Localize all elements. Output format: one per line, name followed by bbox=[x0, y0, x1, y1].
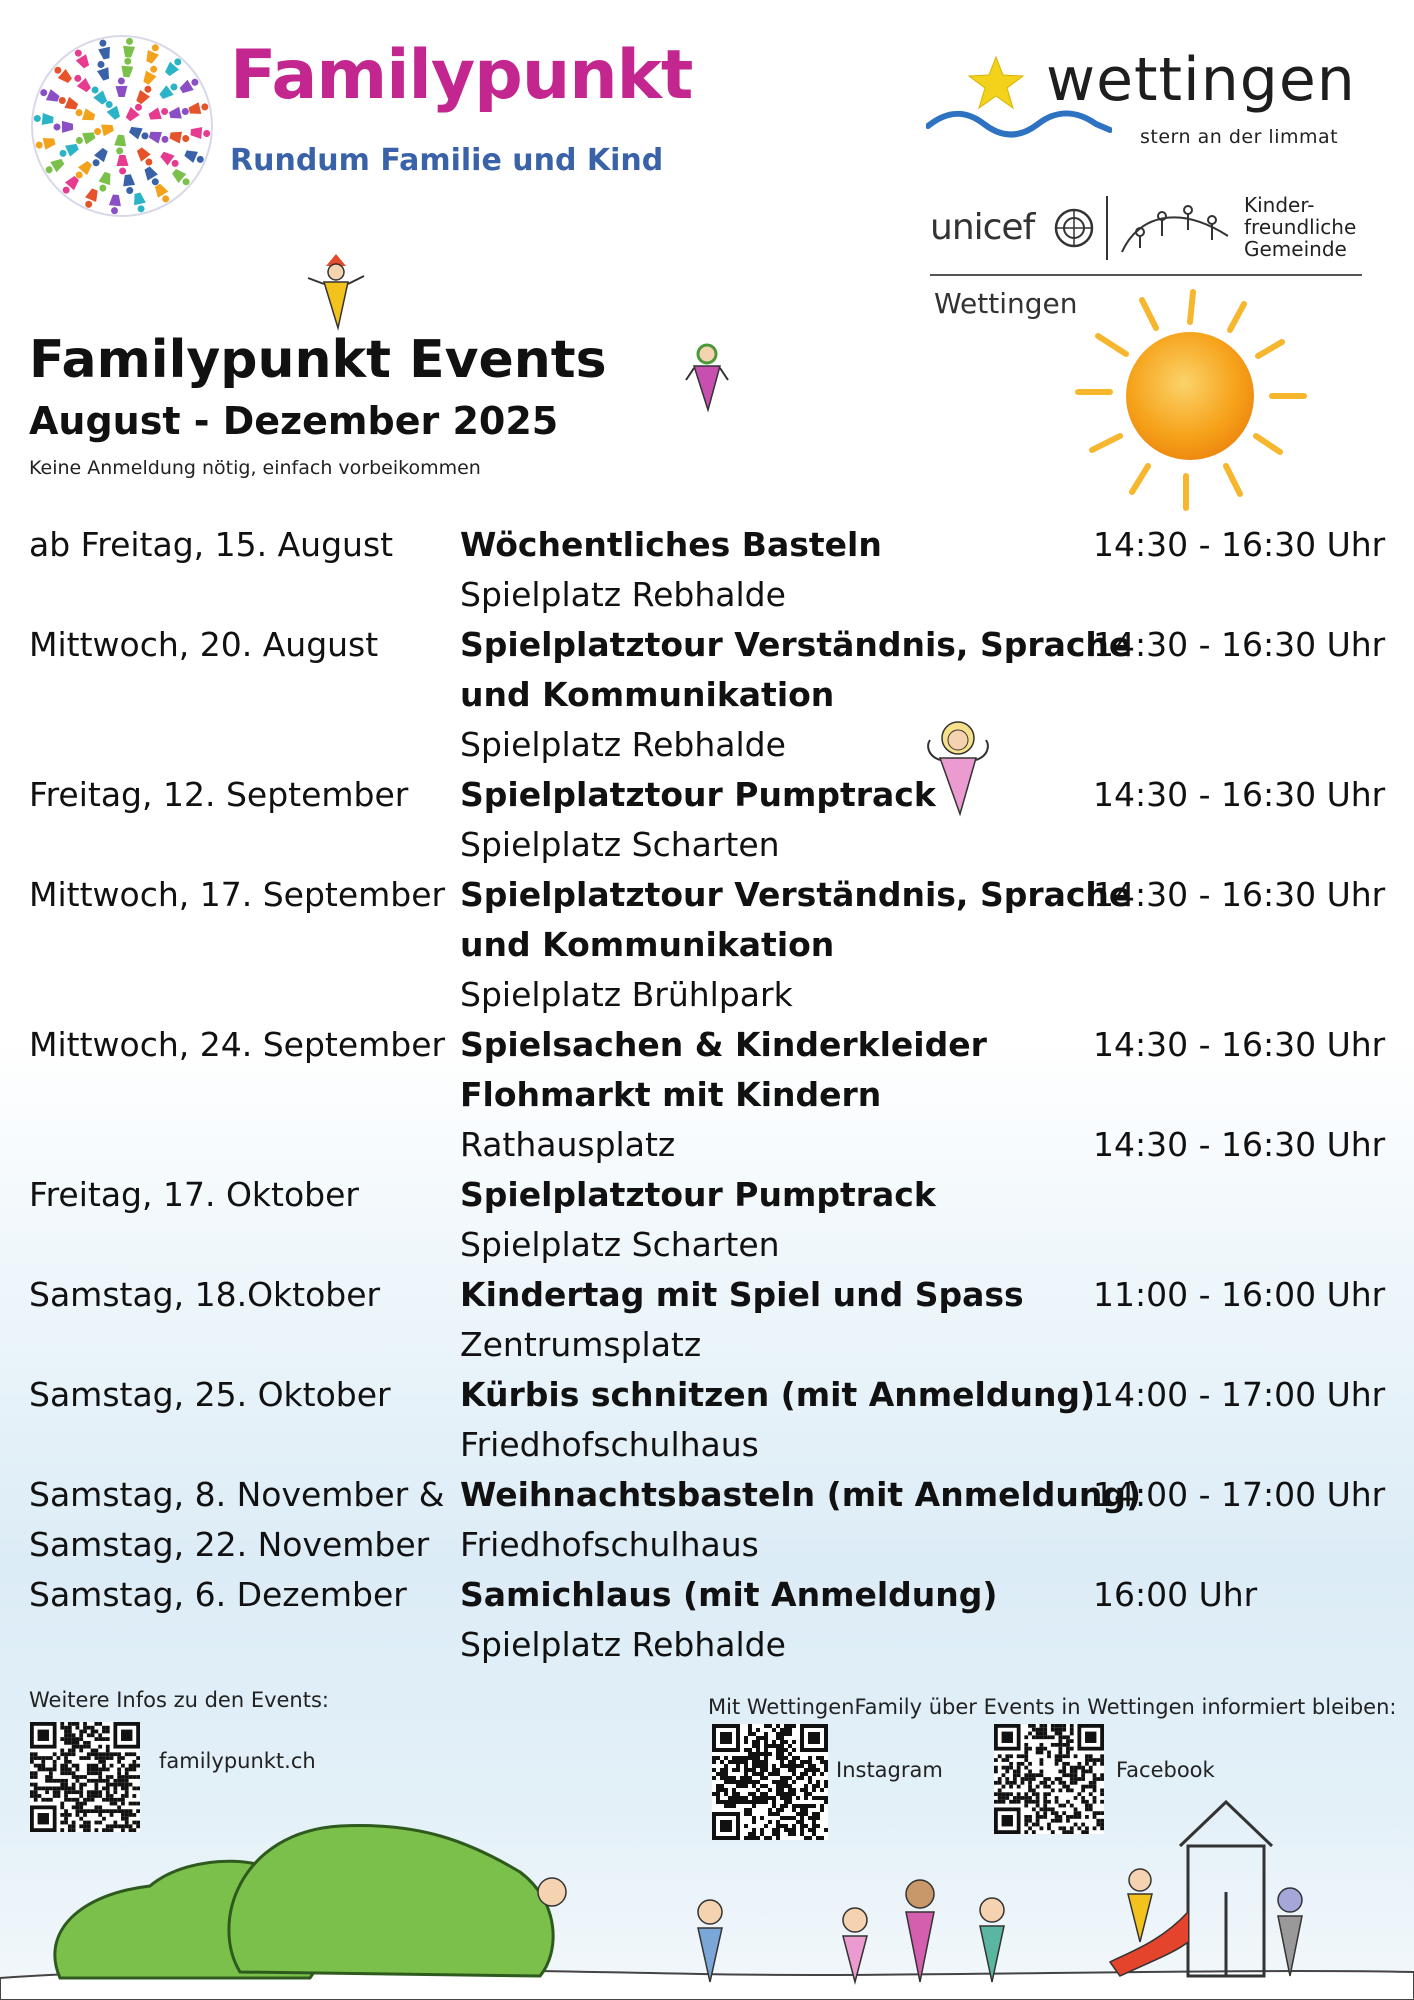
event-date: ab Freitag, 15. August bbox=[29, 525, 394, 564]
page-title: Familypunkt Events bbox=[29, 330, 607, 390]
event-title: Kindertag mit Spiel und Spass bbox=[460, 1275, 1024, 1314]
event-title: Spielsachen & Kinderkleider Flohmarkt mit Kindern bbox=[460, 1025, 987, 1114]
event-time: 14:30 - 16:30 Uhr bbox=[1093, 1025, 1386, 1064]
event-time: 16:00 Uhr bbox=[1093, 1575, 1258, 1614]
kfg-line-1: Kinder- bbox=[1244, 193, 1315, 217]
event-title: Spielplatztour Verständnis, Sprache und Kommunikation bbox=[460, 875, 1132, 964]
event-date: Samstag, 8. November & Samstag, 22. November bbox=[29, 1475, 445, 1564]
event-time: 11:00 - 16:00 Uhr bbox=[1093, 1275, 1386, 1314]
page-note: Keine Anmeldung nötig, einfach vorbeikommen bbox=[29, 457, 481, 479]
event-title: Weihnachtsbasteln (mit Anmeldung) bbox=[460, 1475, 1142, 1514]
event-title: Samichlaus (mit Anmeldung) bbox=[460, 1575, 998, 1614]
event-date: Samstag, 25. Oktober bbox=[29, 1375, 391, 1414]
event-date: Freitag, 12. September bbox=[29, 775, 409, 814]
page-subtitle: August - Dezember 2025 bbox=[29, 399, 559, 443]
instagram-label[interactable]: Instagram bbox=[836, 1758, 943, 1782]
event-title: Wöchentliches Basteln bbox=[460, 525, 882, 564]
familypunkt-brand-name: Familypunkt bbox=[230, 36, 693, 115]
event-title: Spielplatztour Pumptrack bbox=[460, 775, 936, 814]
unicef-place-name: Wettingen bbox=[934, 287, 1078, 320]
wettingen-town-name: wettingen bbox=[1046, 45, 1356, 115]
more-info-label: Weitere Infos zu den Events: bbox=[29, 1688, 329, 1712]
event-time: 14:30 - 16:30 Uhr bbox=[1093, 625, 1386, 664]
event-title: Kürbis schnitzen (mit Anmeldung) bbox=[460, 1375, 1096, 1414]
event-title: Spielplatztour Pumptrack bbox=[460, 1175, 936, 1214]
event-date: Samstag, 6. Dezember bbox=[29, 1575, 407, 1614]
facebook-label[interactable]: Facebook bbox=[1116, 1758, 1215, 1782]
event-time: 14:00 - 17:00 Uhr bbox=[1093, 1475, 1386, 1514]
event-location: Spielplatz Scharten bbox=[460, 825, 780, 864]
event-location: Spielplatz Rebhalde bbox=[460, 575, 786, 614]
event-time-second: 14:30 - 16:30 Uhr bbox=[1093, 1125, 1386, 1164]
familypunkt-website-link[interactable]: familypunkt.ch bbox=[159, 1749, 316, 1773]
kfg-line-2: freundliche bbox=[1244, 215, 1357, 239]
kfg-line-3: Gemeinde bbox=[1244, 237, 1347, 261]
unicef-wordmark: unicef bbox=[930, 207, 1035, 248]
event-time: 14:00 - 17:00 Uhr bbox=[1093, 1375, 1386, 1414]
event-location: Spielplatz Brühlpark bbox=[460, 975, 793, 1014]
event-location: Zentrumsplatz bbox=[460, 1325, 702, 1364]
event-location: Spielplatz Scharten bbox=[460, 1225, 780, 1264]
event-time: 14:30 - 16:30 Uhr bbox=[1093, 525, 1386, 564]
event-location: Friedhofschulhaus bbox=[460, 1425, 759, 1464]
event-date: Freitag, 17. Oktober bbox=[29, 1175, 359, 1214]
wettingen-slogan: stern an der limmat bbox=[1140, 126, 1339, 148]
event-date: Samstag, 18.Oktober bbox=[29, 1275, 381, 1314]
event-date: Mittwoch, 17. September bbox=[29, 875, 446, 914]
event-date: Mittwoch, 24. September bbox=[29, 1025, 446, 1064]
event-location: Spielplatz Rebhalde bbox=[460, 1625, 786, 1664]
event-date: Mittwoch, 20. August bbox=[29, 625, 379, 664]
event-time: 14:30 - 16:30 Uhr bbox=[1093, 875, 1386, 914]
familypunkt-tagline: Rundum Familie und Kind bbox=[230, 143, 664, 178]
event-title: Spielplatztour Verständnis, Sprache und Kommunikation bbox=[460, 625, 1132, 714]
event-location: Spielplatz Rebhalde bbox=[460, 725, 786, 764]
playground-illustration bbox=[0, 1782, 1414, 2000]
event-location: Rathausplatz bbox=[460, 1125, 676, 1164]
social-media-label: Mit WettingenFamily über Events in Wettingen informiert bleiben: bbox=[708, 1695, 1397, 1719]
event-time: 14:30 - 16:30 Uhr bbox=[1093, 775, 1386, 814]
event-location: Friedhofschulhaus bbox=[460, 1525, 759, 1564]
